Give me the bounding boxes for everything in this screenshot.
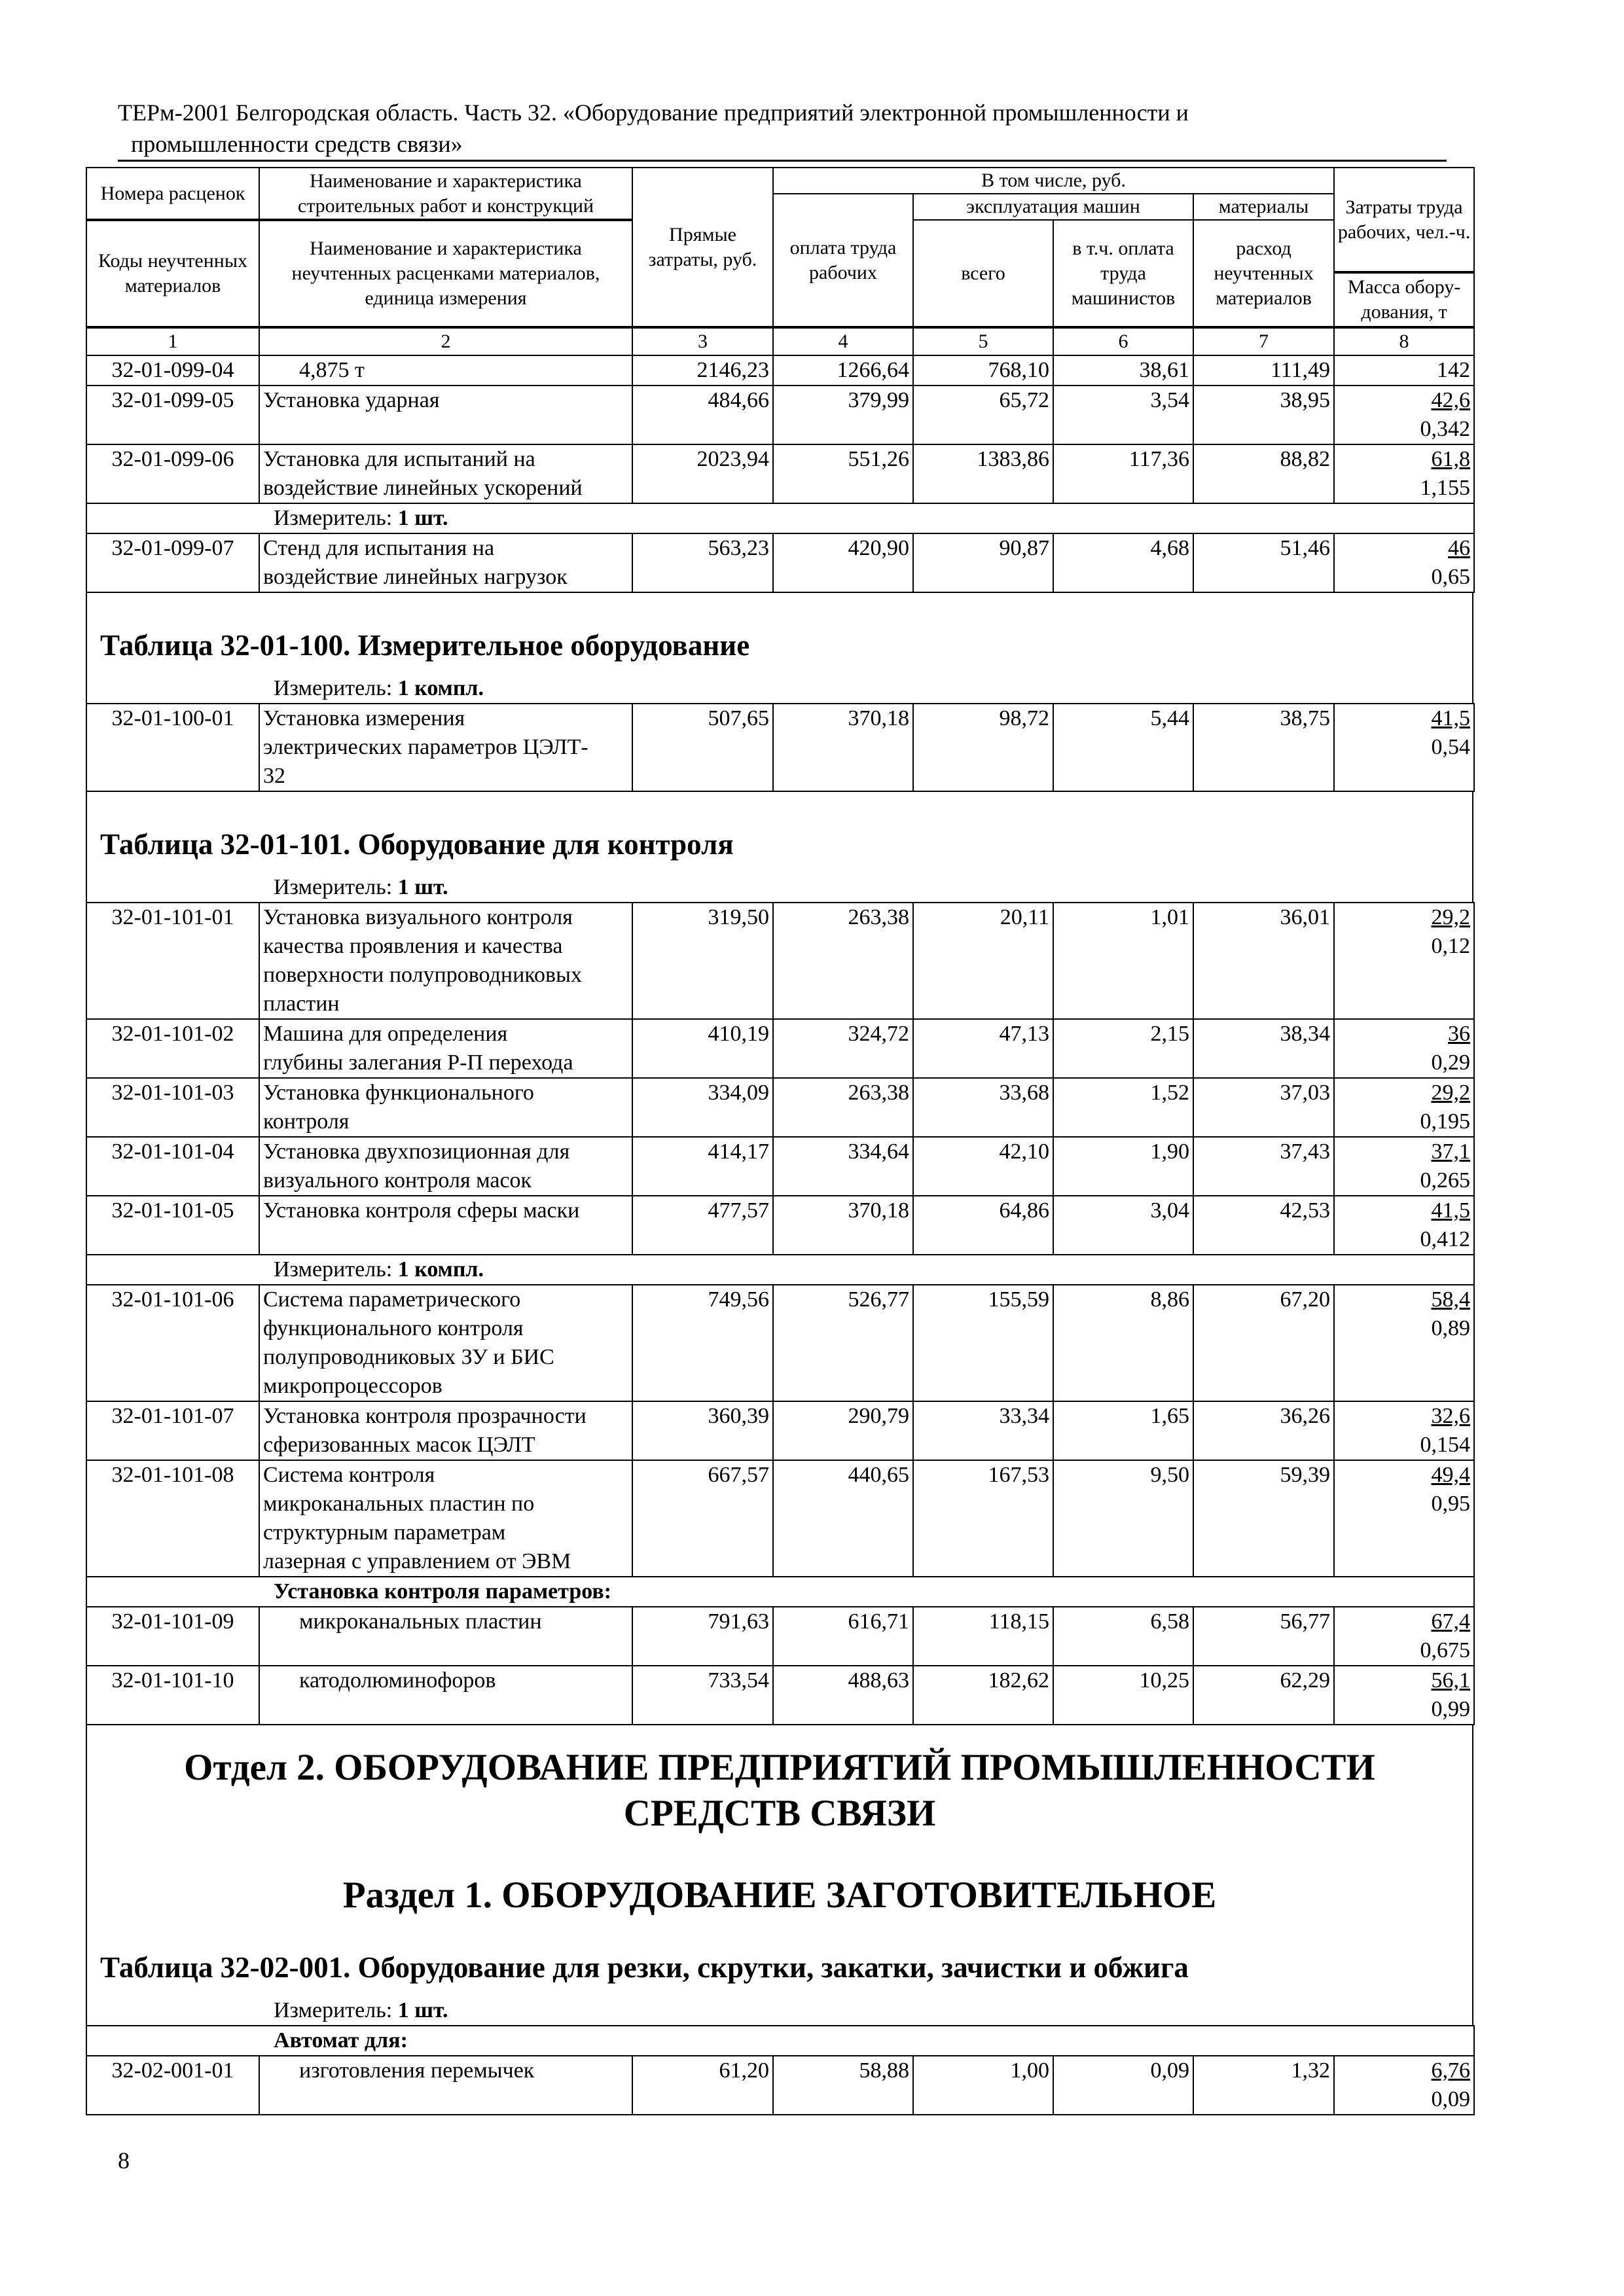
data-table (86, 902, 1475, 1725)
rate-name-line: Установка контроля прозрачности (263, 1404, 586, 1428)
cost-value: 5,44 (1053, 704, 1193, 791)
header-direct-costs: Прямые затраты, руб. (632, 168, 773, 327)
rate-name (259, 1401, 632, 1460)
header-machines-total: всего (913, 220, 1053, 327)
section-heading: Раздел 1. ОБОРУДОВАНИЕ ЗАГОТОВИТЕЛЬНОЕ (342, 1874, 1217, 1916)
meter-label: Измеритель: (274, 875, 393, 899)
labor-mass-cell (1334, 355, 1474, 386)
group-row (86, 1577, 1474, 1607)
cost-value: 3,54 (1053, 386, 1193, 444)
data-table (86, 2025, 1475, 2115)
cost-value: 290,79 (773, 1401, 913, 1460)
rate-name (259, 1078, 632, 1137)
labor-mass-cell (1334, 1401, 1474, 1460)
cost-value: 88,82 (1193, 444, 1334, 503)
labor-value: 32,6 (1431, 1404, 1470, 1428)
labor-mass-cell (1334, 533, 1474, 592)
cost-value: 334,09 (632, 1078, 773, 1137)
cost-value: 37,03 (1193, 1078, 1334, 1137)
cost-value: 484,66 (632, 386, 773, 444)
cost-value: 334,64 (773, 1137, 913, 1196)
cost-value: 38,34 (1193, 1019, 1334, 1078)
rate-name-line: Стенд для испытания на (263, 536, 495, 560)
header-material-codes: Коды неучтенных материалов (86, 220, 259, 327)
rate-name-line: визуального контроля масок (263, 1168, 532, 1193)
labor-value: 46 (1448, 536, 1470, 560)
labor-value: 41,5 (1431, 1198, 1470, 1223)
table-row (86, 355, 1474, 386)
cost-value: 360,39 (632, 1401, 773, 1460)
table-row (86, 1137, 1474, 1196)
cost-value: 616,71 (773, 1607, 913, 1666)
rate-name-line: Система параметрического (263, 1287, 521, 1312)
rate-name (259, 1607, 632, 1666)
rate-name-line: Установка контроля сферы маски (263, 1198, 580, 1223)
meter-label: Измеритель: (274, 1257, 393, 1282)
cost-value: 167,53 (913, 1460, 1053, 1577)
labor-mass-cell (1334, 903, 1474, 1019)
group-label: Автомат для: (86, 2026, 1474, 2056)
rate-name-line: глубины залегания Р-П перехода (263, 1050, 573, 1075)
cost-value: 2146,23 (632, 355, 773, 386)
column-numbers-row (86, 328, 1474, 355)
mass-value: 0,99 (1431, 1697, 1470, 1721)
meter-label: Измеритель: (274, 506, 393, 530)
cost-value: 47,13 (913, 1019, 1053, 1078)
cost-value: 111,49 (1193, 355, 1334, 386)
meter-row (86, 503, 1474, 533)
labor-value: 42,6 (1431, 388, 1470, 412)
rate-code: 32-01-101-04 (86, 1137, 259, 1196)
labor-value: 56,1 (1431, 1668, 1470, 1693)
mass-value: 0,54 (1431, 735, 1470, 759)
cost-value: 90,87 (913, 533, 1053, 592)
header-rate-numbers: Номера расценок (86, 168, 259, 220)
labor-value: 61,8 (1431, 447, 1470, 471)
labor-value: 41,5 (1431, 706, 1470, 730)
page-number: 8 (118, 2147, 130, 2174)
section-heading-block (86, 792, 1473, 902)
rate-name (259, 533, 632, 592)
rate-code: 32-01-101-06 (86, 1285, 259, 1401)
title-line-1: ТЕРм-2001 Белгородская область. Часть 32. «Оборудование предприятий электронной промышленности и (118, 99, 1189, 126)
cost-value: 37,43 (1193, 1137, 1334, 1196)
cost-value: 117,36 (1053, 444, 1193, 503)
mass-value: 0,342 (1420, 417, 1470, 441)
group-label: Установка контроля параметров: (86, 1577, 1474, 1607)
rate-name (259, 2056, 632, 2115)
cost-value: 379,99 (773, 386, 913, 444)
rate-name-line: поверхности полупроводниковых (263, 963, 582, 987)
group-row (86, 2026, 1474, 2056)
mass-value: 0,675 (1420, 1638, 1470, 1662)
cost-value: 1,01 (1053, 903, 1193, 1019)
cost-value: 477,57 (632, 1196, 773, 1255)
cost-value: 155,59 (913, 1285, 1053, 1401)
labor-value: 142 (1437, 358, 1470, 382)
section-heading-block (86, 1725, 1473, 2025)
cost-value: 370,18 (773, 1196, 913, 1255)
table-row (86, 533, 1474, 592)
cost-value: 440,65 (773, 1460, 913, 1577)
rate-code: 32-01-099-06 (86, 444, 259, 503)
rate-name-line: изготовления перемычек (299, 2058, 535, 2083)
cost-value: 791,63 (632, 1607, 773, 1666)
labor-mass-cell (1334, 1460, 1474, 1577)
table-body (86, 327, 1473, 2115)
meter-line (87, 873, 1472, 902)
table-heading: Таблица 32-02-001. Оборудование для резки, скрутки, закатки, зачистки и обжига (100, 1951, 1189, 1984)
column-number: 2 (259, 328, 632, 355)
table-row (86, 903, 1474, 1019)
rate-code: 32-01-099-05 (86, 386, 259, 444)
rate-name (259, 1460, 632, 1577)
header-material-consumption: расход неучтенных материалов (1193, 220, 1334, 327)
rate-name (259, 386, 632, 444)
rate-name (259, 903, 632, 1019)
mass-value: 0,265 (1420, 1168, 1470, 1193)
labor-value: 49,4 (1431, 1463, 1470, 1487)
rate-code: 32-01-101-01 (86, 903, 259, 1019)
rate-name-line: пластин (263, 992, 340, 1016)
table-heading: Таблица 32-01-100. Измерительное оборудование (100, 629, 750, 662)
header-labor-costs: Затраты труда рабочих, чел.-ч. (1334, 168, 1474, 272)
rate-name (259, 444, 632, 503)
cost-value: 1383,86 (913, 444, 1053, 503)
mass-value: 0,12 (1431, 934, 1470, 958)
labor-mass-cell (1334, 1607, 1474, 1666)
labor-value: 37,1 (1431, 1139, 1470, 1164)
cost-value: 410,19 (632, 1019, 773, 1078)
labor-mass-cell (1334, 444, 1474, 503)
rate-name (259, 1285, 632, 1401)
column-number: 5 (913, 328, 1053, 355)
rate-name (259, 704, 632, 791)
column-number: 1 (86, 328, 259, 355)
cost-value: 3,04 (1053, 1196, 1193, 1255)
rates-table-frame (86, 167, 1473, 2115)
labor-mass-cell (1334, 2056, 1474, 2115)
mass-value: 0,09 (1431, 2087, 1471, 2111)
rate-name-line: качества проявления и качества (263, 934, 563, 958)
cost-value: 42,53 (1193, 1196, 1334, 1255)
header-worker-pay: оплата труда рабочих (773, 194, 913, 327)
cost-value: 182,62 (913, 1666, 1053, 1725)
table-row (86, 386, 1474, 444)
department-heading (87, 1745, 1472, 1837)
rate-code: 32-01-101-10 (86, 1666, 259, 1725)
column-number: 3 (632, 328, 773, 355)
rate-name-line: воздействие линейных нагрузок (263, 565, 568, 589)
rate-name-line: функционального контроля (263, 1316, 524, 1340)
table-row (86, 1019, 1474, 1078)
cost-value: 62,29 (1193, 1666, 1334, 1725)
rate-name-line: Установка ударная (263, 388, 440, 412)
rate-name-line: микроканальных пластин (299, 1609, 542, 1634)
cost-value: 33,34 (913, 1401, 1053, 1460)
meter-value: 1 шт. (397, 506, 448, 530)
cost-value: 42,10 (913, 1137, 1053, 1196)
mass-value: 0,95 (1431, 1492, 1470, 1516)
mass-value: 0,412 (1420, 1227, 1470, 1251)
cost-value: 10,25 (1053, 1666, 1193, 1725)
cost-value: 65,72 (913, 386, 1053, 444)
rate-name-line: катодолюминофоров (299, 1668, 496, 1693)
labor-mass-cell (1334, 704, 1474, 791)
meter-value: 1 компл. (397, 1257, 484, 1282)
mass-value: 0,154 (1420, 1433, 1470, 1457)
labor-mass-cell (1334, 1137, 1474, 1196)
cost-value: 551,26 (773, 444, 913, 503)
mass-value: 0,29 (1431, 1050, 1470, 1075)
rate-name (259, 1666, 632, 1725)
header-work-name: Наименование и характеристика строительных работ и конструкций (259, 168, 632, 220)
labor-value: 67,4 (1431, 1609, 1470, 1634)
rate-name-line: микроканальных пластин по (263, 1492, 535, 1516)
rate-name-line: Установка функционального (263, 1081, 534, 1105)
cost-value: 1,00 (913, 2056, 1053, 2115)
column-number: 4 (773, 328, 913, 355)
labor-mass-cell (1334, 1285, 1474, 1401)
labor-mass-cell (1334, 1019, 1474, 1078)
cost-value: 38,75 (1193, 704, 1334, 791)
cost-value: 370,18 (773, 704, 913, 791)
labor-mass-cell (1334, 1666, 1474, 1725)
rate-name-line: воздействие линейных ускорений (263, 476, 583, 500)
rate-name-line: Машина для определения (263, 1022, 508, 1046)
cost-value: 6,58 (1053, 1607, 1193, 1666)
rate-name-line: лазерная с управлением от ЭВМ (263, 1549, 571, 1573)
labor-value: 58,4 (1431, 1287, 1470, 1312)
column-number: 6 (1053, 328, 1193, 355)
cost-value: 526,77 (773, 1285, 913, 1401)
cost-value: 67,20 (1193, 1285, 1334, 1401)
cost-value: 749,56 (632, 1285, 773, 1401)
column-number: 7 (1193, 328, 1334, 355)
cost-value: 36,01 (1193, 903, 1334, 1019)
meter-line (87, 1996, 1472, 2025)
meter-value: 1 шт. (397, 875, 448, 899)
rate-code: 32-01-101-09 (86, 1607, 259, 1666)
cost-value: 319,50 (632, 903, 773, 1019)
cost-value: 56,77 (1193, 1607, 1334, 1666)
labor-value: 29,2 (1431, 1081, 1470, 1105)
cost-value: 414,17 (632, 1137, 773, 1196)
rate-name (259, 1019, 632, 1078)
header-including: В том числе, руб. (773, 168, 1334, 194)
labor-value: 36 (1448, 1022, 1470, 1046)
cost-value: 118,15 (913, 1607, 1053, 1666)
rate-name (259, 1196, 632, 1255)
cost-value: 8,86 (1053, 1285, 1193, 1401)
meter-cell (86, 1255, 1474, 1285)
cost-value: 59,39 (1193, 1460, 1334, 1577)
cost-value: 488,63 (773, 1666, 913, 1725)
labor-mass-cell (1334, 386, 1474, 444)
meter-label: Измеритель: (274, 676, 393, 700)
meter-value: 1 компл. (397, 676, 484, 700)
table-row (86, 2056, 1474, 2115)
cost-value: 1,65 (1053, 1401, 1193, 1460)
mass-value: 0,89 (1431, 1316, 1470, 1340)
rate-code: 32-01-101-08 (86, 1460, 259, 1577)
table-row (86, 1285, 1474, 1401)
cost-value: 38,95 (1193, 386, 1334, 444)
rate-name-line: полупроводниковых ЗУ и БИС (263, 1345, 554, 1369)
rate-code: 32-01-101-07 (86, 1401, 259, 1460)
mass-value: 0,195 (1420, 1109, 1470, 1134)
rate-name-line: 32 (263, 764, 285, 788)
cost-value: 64,86 (913, 1196, 1053, 1255)
rate-code: 32-01-099-07 (86, 533, 259, 592)
meter-value: 1 шт. (397, 1998, 448, 2022)
cost-value: 420,90 (773, 533, 913, 592)
rate-name-line: электрических параметров ЦЭЛТ- (263, 735, 588, 759)
cost-value: 667,57 (632, 1460, 773, 1577)
title-line-2: промышленности средств связи» (118, 128, 1447, 162)
rate-name-line: структурным параметрам (263, 1520, 506, 1545)
rate-name (259, 355, 632, 386)
table-row (86, 1196, 1474, 1255)
rate-name-line: Установка визуального контроля (263, 905, 573, 929)
cost-value: 61,20 (632, 2056, 773, 2115)
rate-name (259, 1137, 632, 1196)
rate-code: 32-01-101-03 (86, 1078, 259, 1137)
labor-value: 6,76 (1431, 2058, 1471, 2083)
table-header (86, 167, 1475, 327)
cost-value: 0,09 (1053, 2056, 1193, 2115)
labor-mass-cell (1334, 1196, 1474, 1255)
cost-value: 9,50 (1053, 1460, 1193, 1577)
rate-name-line: 4,875 т (299, 358, 365, 382)
meter-cell (86, 503, 1474, 533)
mass-value: 1,155 (1420, 476, 1470, 500)
cost-value: 4,68 (1053, 533, 1193, 592)
labor-mass-cell (1334, 1078, 1474, 1137)
meter-row (86, 1255, 1474, 1285)
rate-code: 32-02-001-01 (86, 2056, 259, 2115)
column-number: 8 (1334, 328, 1474, 355)
cost-value: 20,11 (913, 903, 1053, 1019)
cost-value: 263,38 (773, 903, 913, 1019)
cost-value: 1,90 (1053, 1137, 1193, 1196)
rate-code: 32-01-101-02 (86, 1019, 259, 1078)
header-material-name: Наименование и характеристика неучтенных расценками материалов, единица измерения (259, 220, 632, 327)
cost-value: 2,15 (1053, 1019, 1193, 1078)
rate-code: 32-01-101-05 (86, 1196, 259, 1255)
rate-code: 32-01-100-01 (86, 704, 259, 791)
labor-value: 29,2 (1431, 905, 1470, 929)
table-row (86, 444, 1474, 503)
cost-value: 507,65 (632, 704, 773, 791)
table-row (86, 1666, 1474, 1725)
cost-value: 33,68 (913, 1078, 1053, 1137)
rate-name-line: контроля (263, 1109, 350, 1134)
table-heading: Таблица 32-01-101. Оборудование для контроля (100, 828, 734, 861)
cost-value: 768,10 (913, 355, 1053, 386)
cost-value: 36,26 (1193, 1401, 1334, 1460)
header-equipment-mass: Масса обору-дования, т (1334, 272, 1474, 327)
mass-value: 0,65 (1431, 565, 1470, 589)
rate-name-line: сферизованных масок ЦЭЛТ (263, 1433, 535, 1457)
department-heading-line: СРЕДСТВ СВЯЗИ (623, 1793, 936, 1834)
rate-name-line: микропроцессоров (263, 1374, 442, 1398)
cost-value: 58,88 (773, 2056, 913, 2115)
cost-value: 733,54 (632, 1666, 773, 1725)
section-heading-block (86, 593, 1473, 703)
rate-name-line: Установка для испытаний на (263, 447, 535, 471)
meter-line (87, 674, 1472, 703)
rate-code: 32-01-099-04 (86, 355, 259, 386)
table-row (86, 1460, 1474, 1577)
cost-value: 563,23 (632, 533, 773, 592)
header-materials: материалы (1193, 194, 1334, 220)
header-operator-pay: в т.ч. оплата труда машинистов (1053, 220, 1193, 327)
table-row (86, 1078, 1474, 1137)
cost-value: 1,32 (1193, 2056, 1334, 2115)
table-row (86, 1401, 1474, 1460)
data-table (86, 327, 1475, 593)
cost-value: 324,72 (773, 1019, 913, 1078)
cost-value: 38,61 (1053, 355, 1193, 386)
header-machine-operation: эксплуатация машин (913, 194, 1193, 220)
rate-name-line: Система контроля (263, 1463, 435, 1487)
cost-value: 1266,64 (773, 355, 913, 386)
cost-value: 263,38 (773, 1078, 913, 1137)
table-row (86, 704, 1474, 791)
rate-name-line: Установка измерения (263, 706, 465, 730)
table-row (86, 1607, 1474, 1666)
data-table (86, 703, 1475, 792)
cost-value: 98,72 (913, 704, 1053, 791)
document-title (118, 97, 1460, 162)
department-heading-line: Отдел 2. ОБОРУДОВАНИЕ ПРЕДПРИЯТИЙ ПРОМЫШЛЕННОСТИ (184, 1747, 1375, 1788)
cost-value: 1,52 (1053, 1078, 1193, 1137)
meter-label: Измеритель: (274, 1998, 393, 2022)
rate-name-line: Установка двухпозиционная для (263, 1139, 570, 1164)
cost-value: 2023,94 (632, 444, 773, 503)
cost-value: 51,46 (1193, 533, 1334, 592)
